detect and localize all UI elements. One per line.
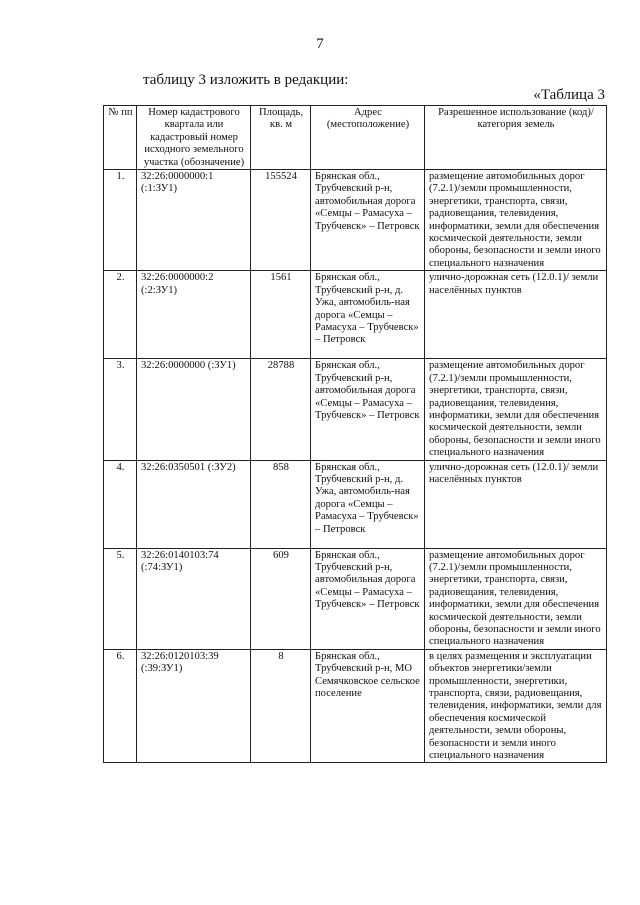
land-plots-table [103, 105, 607, 763]
row-address: Брянская обл., Трубчевский р-н, д. Ужа, автомобиль-ная дорога «Семцы – Рамасуха – Трубчевск» – Петровск [311, 460, 425, 548]
header-num: № пп [104, 106, 137, 170]
row-address: Брянская обл., Трубчевский р-н, автомобильная дорога «Семцы – Рамасуха – Трубчевск» – Петровск [311, 548, 425, 649]
page-number: 7 [316, 36, 324, 52]
row-num: 3. [104, 359, 137, 460]
row-num: 2. [104, 271, 137, 359]
row-address: Брянская обл., Трубчевский р-н, д. Ужа, автомобиль-ная дорога «Семцы – Рамасуха – Трубчевск» – Петровск [311, 271, 425, 359]
row-area: 8 [251, 649, 311, 763]
table-row [104, 548, 607, 649]
row-num: 6. [104, 649, 137, 763]
row-cadastral: 32:26:0120103:39 (:39:ЗУ1) [137, 649, 251, 763]
header-address: Адрес (местоположение) [311, 106, 425, 170]
table-header-row [104, 106, 607, 170]
row-use: в целях размещения и эксплуатации объектов энергетики/земли промышленности, энергетики, транспорта, связи, радиовещания, телевидения, информатики, земли для обеспечения космической деятельности, земли обороны, безопасности и земли иного специального назначения [425, 649, 607, 763]
row-cadastral: 32:26:0000000:1 (:1:ЗУ1) [137, 170, 251, 271]
table-row [104, 359, 607, 460]
row-num: 1. [104, 170, 137, 271]
table-row [104, 649, 607, 763]
header-use: Разрешенное использование (код)/ категория земель [425, 106, 607, 170]
row-address: Брянская обл., Трубчевский р-н, автомобильная дорога «Семцы – Рамасуха – Трубчевск» – Петровск [311, 359, 425, 460]
table-label: «Таблица 3 [533, 87, 605, 103]
row-use: улично-дорожная сеть (12.0.1)/ земли населённых пунктов [425, 271, 607, 359]
header-area: Площадь, кв. м [251, 106, 311, 170]
row-area: 28788 [251, 359, 311, 460]
header-cadastral: Номер кадастрового квартала или кадастровый номер исходного земельного участка (обозначение) [137, 106, 251, 170]
table-row [104, 271, 607, 359]
row-area: 609 [251, 548, 311, 649]
row-use: размещение автомобильных дорог (7.2.1)/земли промышленности, энергетики, транспорта, связи, радиовещания, телевидения, информатики, земли для обеспечения космической деятельности, земли обороны, безопасности и земли иного специального назначения [425, 170, 607, 271]
row-area: 858 [251, 460, 311, 548]
row-use: размещение автомобильных дорог (7.2.1)/земли промышленности, энергетики, транспорта, связи, радиовещания, телевидения, информатики, земли для обеспечения космической деятельности, земли обороны, безопасности и земли иного специального назначения [425, 359, 607, 460]
row-address: Брянская обл., Трубчевский р-н, автомобильная дорога «Семцы – Рамасуха – Трубчевск» – Петровск [311, 170, 425, 271]
row-area: 1561 [251, 271, 311, 359]
table-row [104, 170, 607, 271]
row-address: Брянская обл., Трубчевский р-н, МО Семячковское сельское поселение [311, 649, 425, 763]
row-use: размещение автомобильных дорог (7.2.1)/земли промышленности, энергетики, транспорта, связи, радиовещания, телевидения, информатики, земли для обеспечения космической деятельности, земли обороны, безопасности и земли иного специального назначения [425, 548, 607, 649]
intro-text: таблицу 3 изложить в редакции: [143, 72, 349, 88]
row-cadastral: 32:26:0350501 (:ЗУ2) [137, 460, 251, 548]
row-cadastral: 32:26:0140103:74 (:74:ЗУ1) [137, 548, 251, 649]
table-row [104, 460, 607, 548]
row-use: улично-дорожная сеть (12.0.1)/ земли населённых пунктов [425, 460, 607, 548]
row-cadastral: 32:26:0000000:2 (:2:ЗУ1) [137, 271, 251, 359]
row-area: 155524 [251, 170, 311, 271]
row-num: 5. [104, 548, 137, 649]
row-num: 4. [104, 460, 137, 548]
row-cadastral: 32:26:0000000 (:ЗУ1) [137, 359, 251, 460]
